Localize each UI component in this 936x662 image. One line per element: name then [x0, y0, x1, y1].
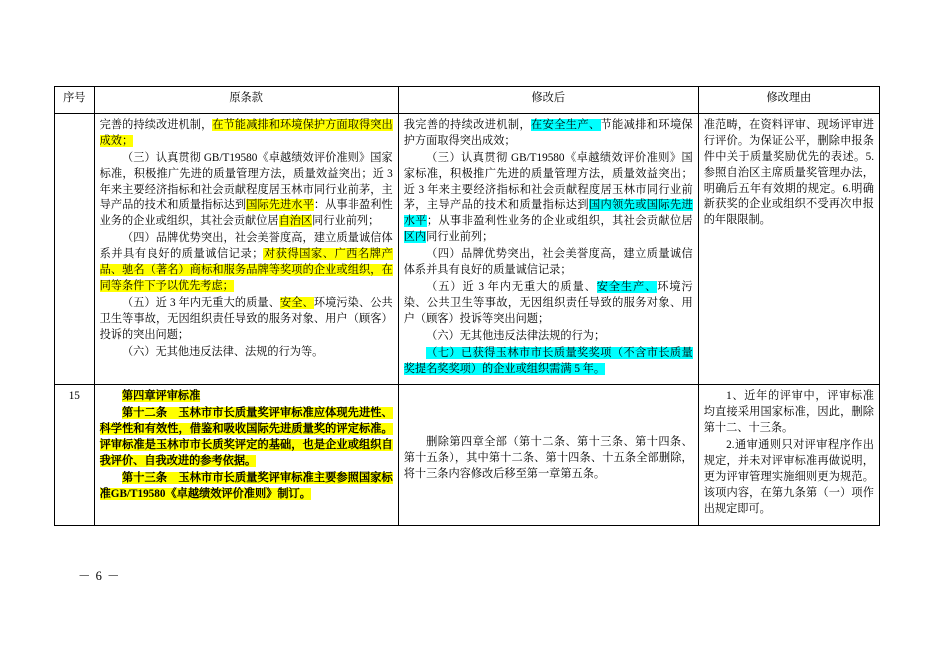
row-reason-text: 准范畴，在资料评审、现场评审进行评价。为保证公平，删除申报条件中关于质量奖励优先的表述。5.参照自治区主席质量奖管理办法，明确后五年有效期的规定。6.明确新获奖的企业或组织不受再次申报的年限限制。 — [698, 113, 879, 385]
page-number: － 6 － — [78, 569, 121, 583]
table-row — [55, 385, 880, 525]
table-row — [55, 113, 880, 385]
row-modified-text: 我完善的持续改进机制，在安全生产、节能减排和环境保护方面取得突出成效； （三）认真贯彻 GB/T19580《卓越绩效评价准则》国家标准，积极推广先进的质量管理方法，质量效益突出；近 3 年来主要经济指标和社会贡献程度居玉林市同行业前茅，主导产品的技术和质量指标达到国内领先或国际先进水平；从事非盈利性业务的企业或组织，其社会贡献位居区内同行业前列； （四）品牌优势突出，社会美誉度高，建立质量诚信体系并具有良好的质量诚信记录； （五）近 3 年内无重大的质量、安全生产、环境污染、公共卫生等事故，无因组织责任导致的服务对象、用户（顾客）投诉等突出问题； （六）无其他违反法律法规的行为； （七）已获得玉林市市长质量奖奖项（不含市长质量奖提名奖奖项）的企业或组织需满 5 年。 — [398, 113, 698, 385]
row-original-text: 完善的持续改进机制，在节能减排和环境保护方面取得突出成效； （三）认真贯彻 GB/T19580《卓越绩效评价准则》国家标准，积极推广先进的质量管理方法，质量效益突出；近 3 年来主要经济指标和社会贡献程度居玉林市同行业前茅，主导产品的技术和质量指标达到国际先进水平：从事非盈利性业务的企业或组织，其社会贡献位居自治区同行业前列； （四）品牌优势突出，社会美誉度高，建立质量诚信体系并具有良好的质量诚信记录；对获得国家、广西名牌产品、驰名（著名）商标和服务品牌等奖项的企业或组织，在同等条件下予以优先考虑； （五）近 3 年内无重大的质量、安全、环境污染、公共卫生等事故，无因组织责任导致的服务对象、用户（顾客）投诉的突出问题； （六）无其他违反法律、法规的行为等。 — [94, 113, 398, 385]
row-original-text: 第四章评审标准 第十二条 玉林市市长质量奖评审标准应体现先进性、科学性和有效性，借鉴和吸收国际先进质量奖的评定标准。评审标准是玉林市市长质奖评定的基础，也是企业或组织自我评价、自我改进的参考依据。 第十三条 玉林市市长质量奖评审标准主要参照国家标准GB/T19580《卓越绩效评价准则》制订。 — [94, 385, 398, 525]
row-reason-text: 1、近年的评审中，评审标准均直接采用国家标准，因此，删除第十二、十三条。 2.通审通则只对评审程序作出规定，并未对评审标准再做说明，更为评审管理实施细则更为规范。该项内容，在第九条第（一）项作出规定即可。 — [698, 385, 879, 525]
header-cell-original: 原条款 — [94, 87, 398, 114]
table-header — [55, 87, 880, 114]
revision-table — [54, 86, 880, 526]
table-body — [55, 113, 880, 525]
header-cell-no: 序号 — [55, 87, 95, 114]
row-modified-text: 删除第四章全部（第十二条、第十三条、第十四条、第十五条），其中第十二条、第十四条、十五条全部删除，将十三条内容修改后移至第一章第五条。 — [398, 385, 698, 525]
row-number: 15 — [55, 385, 95, 525]
row-number — [55, 113, 95, 385]
header-cell-modified: 修改后 — [398, 87, 698, 114]
header-cell-reason: 修改理由 — [698, 87, 879, 114]
table-header-row — [55, 87, 880, 114]
